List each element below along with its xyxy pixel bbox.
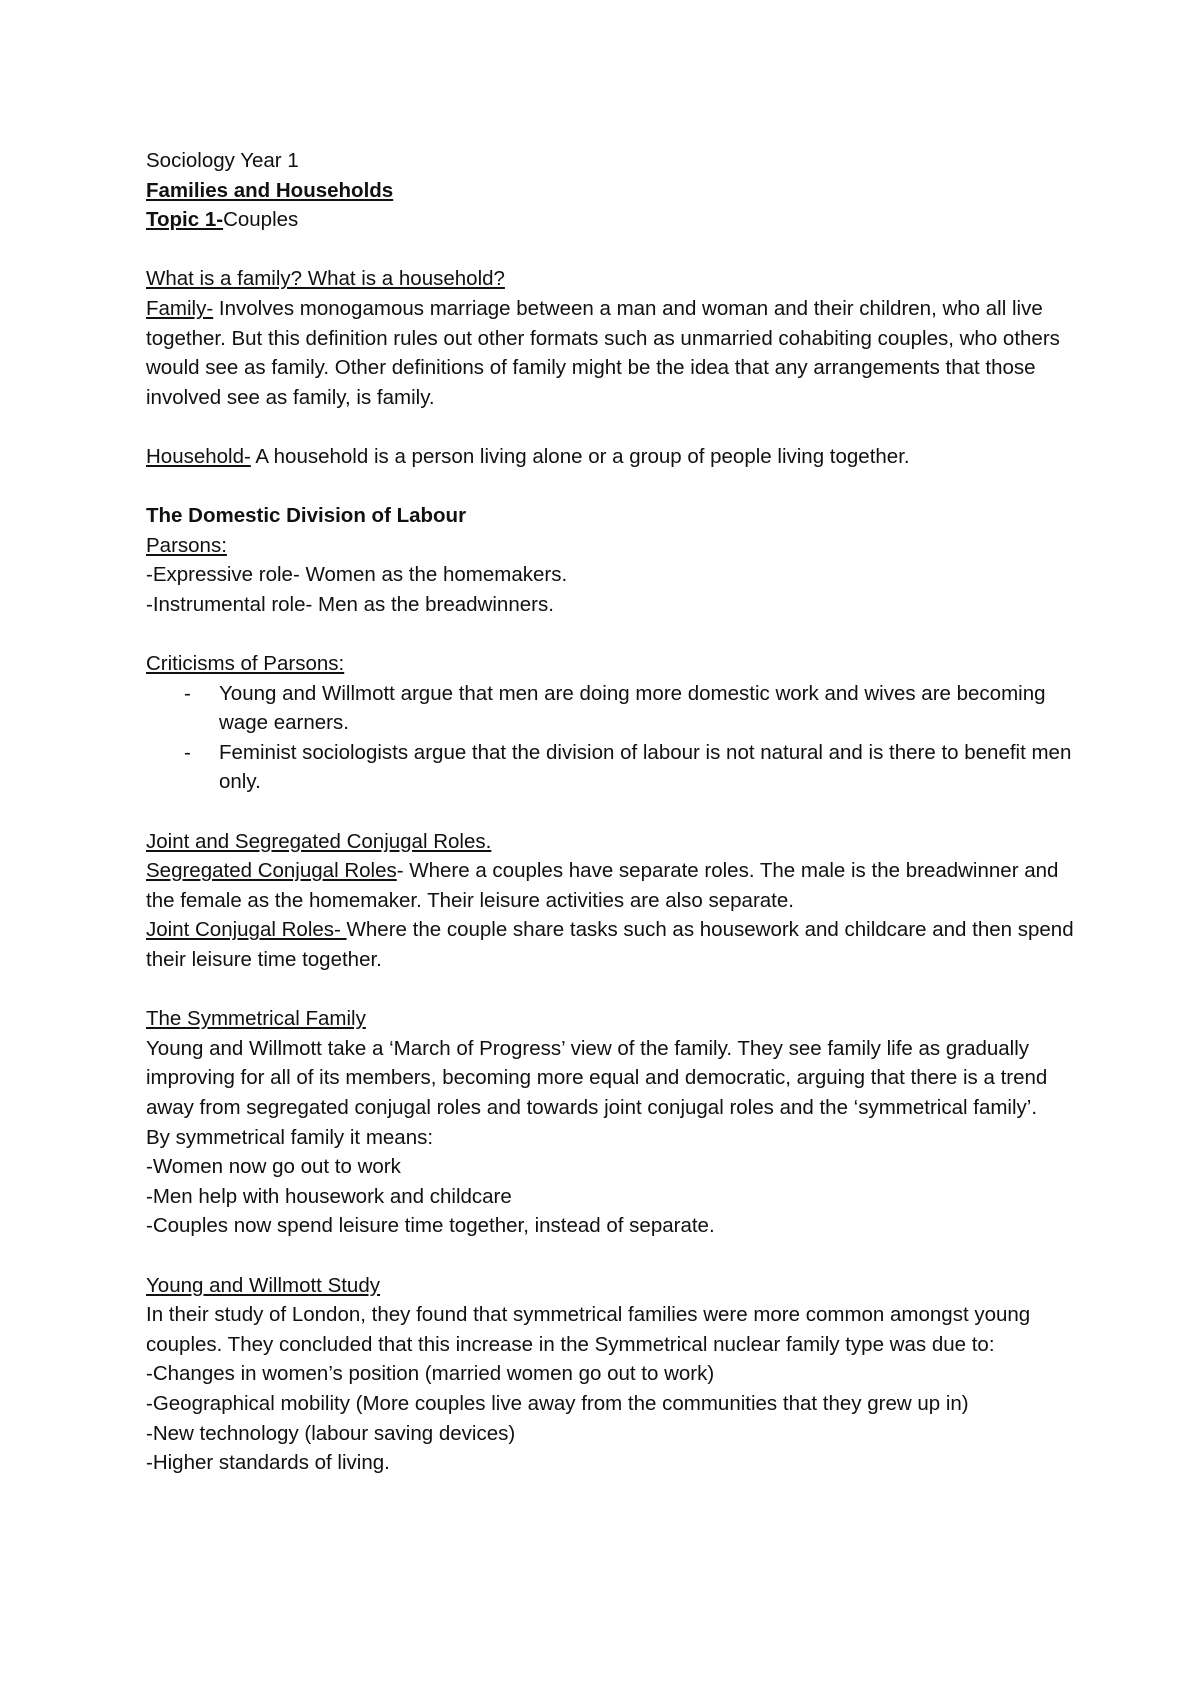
study-text: In their study of London, they found that symmetrical families were more common amongst young couples. They concluded that this increase in the Symmetrical nuclear family type was due to: [146, 1303, 1031, 1356]
module-title: Families and Households [146, 178, 394, 202]
topic-label: Topic 1- [146, 208, 224, 232]
spacer [146, 620, 1076, 650]
means-intro: By symmetrical family it means: [146, 1125, 434, 1149]
reason-item: -Higher standards of living. [146, 1451, 390, 1475]
criticism-text: Feminist sociologists argue that the division of labour is not natural and is there to benefit men only. [219, 740, 1072, 794]
dash-bullet: - [184, 681, 191, 705]
role-item: -Expressive role- Women as the homemakers. [146, 563, 568, 587]
reason-item: -New technology (labour saving devices) [146, 1421, 516, 1445]
topic-name: Couples [223, 208, 299, 232]
means-item: -Men help with housework and childcare [146, 1184, 512, 1208]
criticisms-list [146, 679, 1076, 797]
reason-item: -Geographical mobility (More couples live away from the communities that they grew up in) [146, 1391, 969, 1415]
dash-bullet: - [184, 740, 191, 764]
spacer [146, 235, 1076, 265]
household-definition [146, 442, 1076, 472]
symmetrical-heading: The Symmetrical Family [146, 1007, 366, 1031]
criticisms-label: Criticisms of Parsons: [146, 652, 345, 676]
joint-term: Joint Conjugal Roles- [146, 918, 347, 942]
spacer [146, 412, 1076, 442]
family-definition [146, 294, 1076, 412]
document-page [146, 146, 1076, 1478]
list-item [146, 738, 1076, 797]
role-item: -Instrumental role- Men as the breadwinners. [146, 592, 554, 616]
spacer [146, 797, 1076, 827]
spacer [146, 975, 1076, 1005]
household-term: Household- [146, 444, 251, 468]
household-text: A household is a person living alone or a group of people living together. [250, 444, 910, 468]
intro-question: What is a family? What is a household? [146, 267, 505, 291]
segregated-term: Segregated Conjugal Roles [146, 859, 397, 883]
family-term: Family- [146, 296, 214, 320]
division-heading: The Domestic Division of Labour [146, 504, 467, 528]
topic-line [146, 205, 1076, 235]
joint-text: Where the couple share tasks such as housework and childcare and then spend their leisure time together. [146, 918, 1074, 972]
study-heading: Young and Willmott Study [146, 1273, 380, 1297]
reason-item: -Changes in women’s position (married women go out to work) [146, 1362, 715, 1386]
course-title: Sociology Year 1 [146, 149, 299, 172]
spacer [146, 1241, 1076, 1271]
conjugal-heading: Joint and Segregated Conjugal Roles. [146, 829, 492, 853]
symmetrical-text: Young and Willmott take a ‘March of Progress’ view of the family. They see family life as gradually improving for all of its members, becoming more equal and democratic, arguing that there is a trend away from segregated conjugal roles and towards joint conjugal roles and the ‘symmetrical family’. [146, 1036, 1048, 1119]
means-item: -Couples now spend leisure time together, instead of separate. [146, 1214, 715, 1238]
spacer [146, 472, 1076, 502]
segregated-definition [146, 856, 1076, 915]
list-item [146, 679, 1076, 738]
segregated-text: - Where a couples have separate roles. The male is the breadwinner and the female as the homemaker. Their leisure activities are also separate. [146, 859, 1059, 912]
family-text: Involves monogamous marriage between a man and woman and their children, who all live together. But this definition rules out other formats such as unmarried cohabiting couples, who others would see as family. Other definitions of family might be the idea that any arrangements that those involved see as family, is family. [146, 296, 1060, 409]
means-item: -Women now go out to work [146, 1155, 401, 1179]
parsons-label: Parsons: [146, 533, 227, 557]
joint-definition [146, 915, 1076, 974]
criticism-text: Young and Willmott argue that men are doing more domestic work and wives are becoming wage earners. [219, 681, 1046, 735]
